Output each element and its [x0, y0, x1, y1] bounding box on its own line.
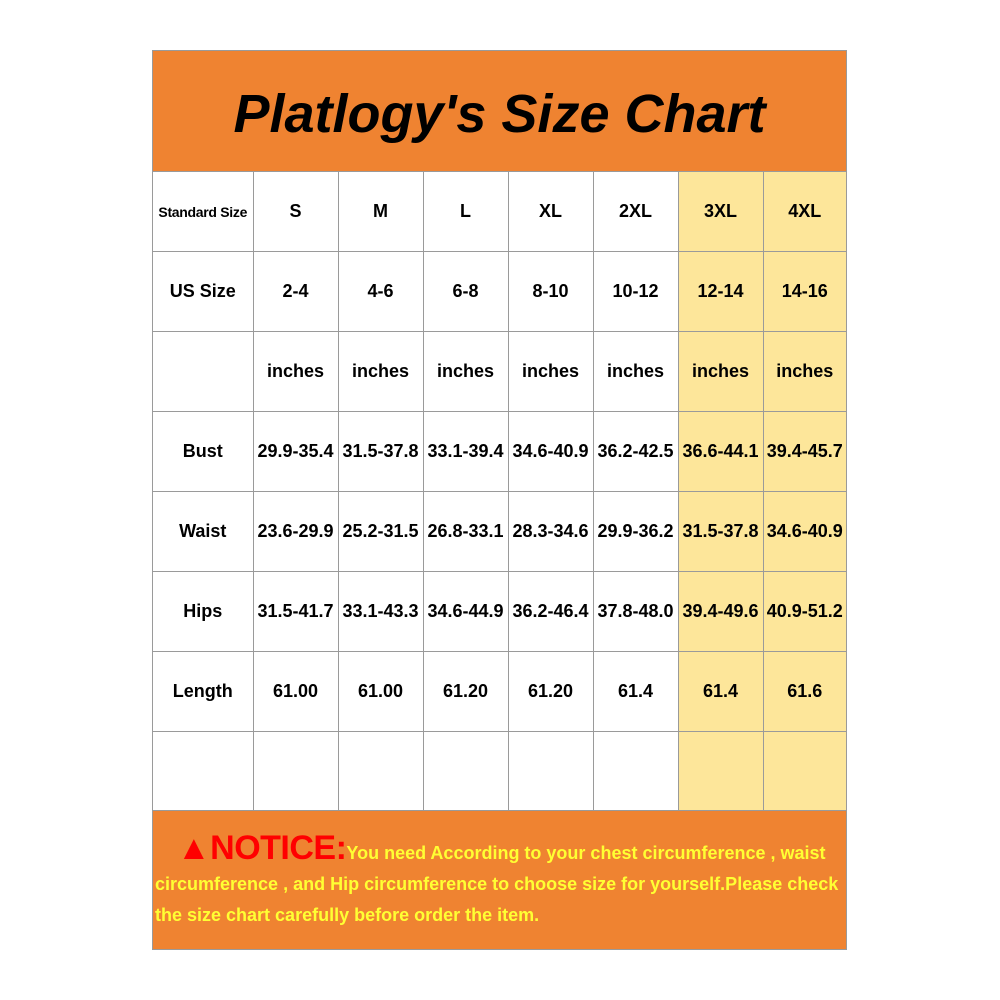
table-cell: 61.4 [593, 652, 678, 732]
table-cell: 10-12 [593, 252, 678, 332]
table-row [153, 252, 846, 332]
table-row [153, 332, 846, 412]
table-cell: 36.2-42.5 [593, 412, 678, 492]
table-cell: inches [338, 332, 423, 412]
table-row [153, 732, 846, 812]
table-cell: 40.9-51.2 [763, 572, 846, 652]
table-cell: inches [423, 332, 508, 412]
table-cell: 39.4-49.6 [678, 572, 763, 652]
table-cell: 61.6 [763, 652, 846, 732]
table-cell: 61.20 [508, 652, 593, 732]
table-cell: 8-10 [508, 252, 593, 332]
table-row [153, 412, 846, 492]
table-cell: inches [593, 332, 678, 412]
row-label: Hips [153, 572, 253, 652]
table-cell [508, 732, 593, 812]
chart-title: Platlogy's Size Chart [233, 84, 766, 144]
table-cell: 39.4-45.7 [763, 412, 846, 492]
table-cell: 28.3-34.6 [508, 492, 593, 572]
table-cell: inches [253, 332, 338, 412]
table-cell: 2-4 [253, 252, 338, 332]
table-cell: 23.6-29.9 [253, 492, 338, 572]
table-cell: 36.6-44.1 [678, 412, 763, 492]
row-label: Length [153, 652, 253, 732]
table-cell [253, 732, 338, 812]
table-cell: 29.9-36.2 [593, 492, 678, 572]
row-label: Waist [153, 492, 253, 572]
table-cell: 6-8 [423, 252, 508, 332]
table-cell: 29.9-35.4 [253, 412, 338, 492]
table-cell: 34.6-44.9 [423, 572, 508, 652]
table-cell: 61.00 [338, 652, 423, 732]
table-cell: 14-16 [763, 252, 846, 332]
table-cell: 33.1-43.3 [338, 572, 423, 652]
size-table [153, 172, 846, 811]
table-cell: 36.2-46.4 [508, 572, 593, 652]
table-row [153, 572, 846, 652]
row-label: Bust [153, 412, 253, 492]
table-body [153, 172, 846, 811]
table-cell: 33.1-39.4 [423, 412, 508, 492]
table-cell: 4XL [763, 172, 846, 252]
table-row [153, 492, 846, 572]
table-row [153, 172, 846, 252]
size-chart [152, 50, 847, 950]
table-cell [423, 732, 508, 812]
notice-heading: ▲NOTICE: [177, 829, 347, 867]
table-cell [593, 732, 678, 812]
table-cell: 3XL [678, 172, 763, 252]
table-cell: inches [678, 332, 763, 412]
table-cell: 61.4 [678, 652, 763, 732]
table-cell: 61.20 [423, 652, 508, 732]
table-cell: 34.6-40.9 [508, 412, 593, 492]
table-cell: inches [508, 332, 593, 412]
row-label [153, 332, 253, 412]
table-cell: 26.8-33.1 [423, 492, 508, 572]
table-cell: 61.00 [253, 652, 338, 732]
table-cell: L [423, 172, 508, 252]
table-cell: 25.2-31.5 [338, 492, 423, 572]
table-cell: S [253, 172, 338, 252]
table-cell: 31.5-37.8 [678, 492, 763, 572]
row-label: Standard Size [153, 172, 253, 252]
row-label [153, 732, 253, 812]
table-cell [678, 732, 763, 812]
table-cell: 12-14 [678, 252, 763, 332]
table-cell: 37.8-48.0 [593, 572, 678, 652]
notice-bar [153, 810, 846, 949]
row-label: US Size [153, 252, 253, 332]
notice-text [155, 829, 844, 931]
table-row [153, 652, 846, 732]
title-bar [153, 51, 846, 172]
table-cell: XL [508, 172, 593, 252]
table-cell: 34.6-40.9 [763, 492, 846, 572]
table-cell [338, 732, 423, 812]
notice-body: You need According to your chest circumference , waist circumference , and Hip circumference to choose size for yourself.Please check the size chart carefully before order the item. [155, 843, 839, 925]
table-cell: 2XL [593, 172, 678, 252]
table-cell: 31.5-41.7 [253, 572, 338, 652]
table-cell: 4-6 [338, 252, 423, 332]
table-cell: inches [763, 332, 846, 412]
table-cell [763, 732, 846, 812]
table-cell: 31.5-37.8 [338, 412, 423, 492]
table-cell: M [338, 172, 423, 252]
